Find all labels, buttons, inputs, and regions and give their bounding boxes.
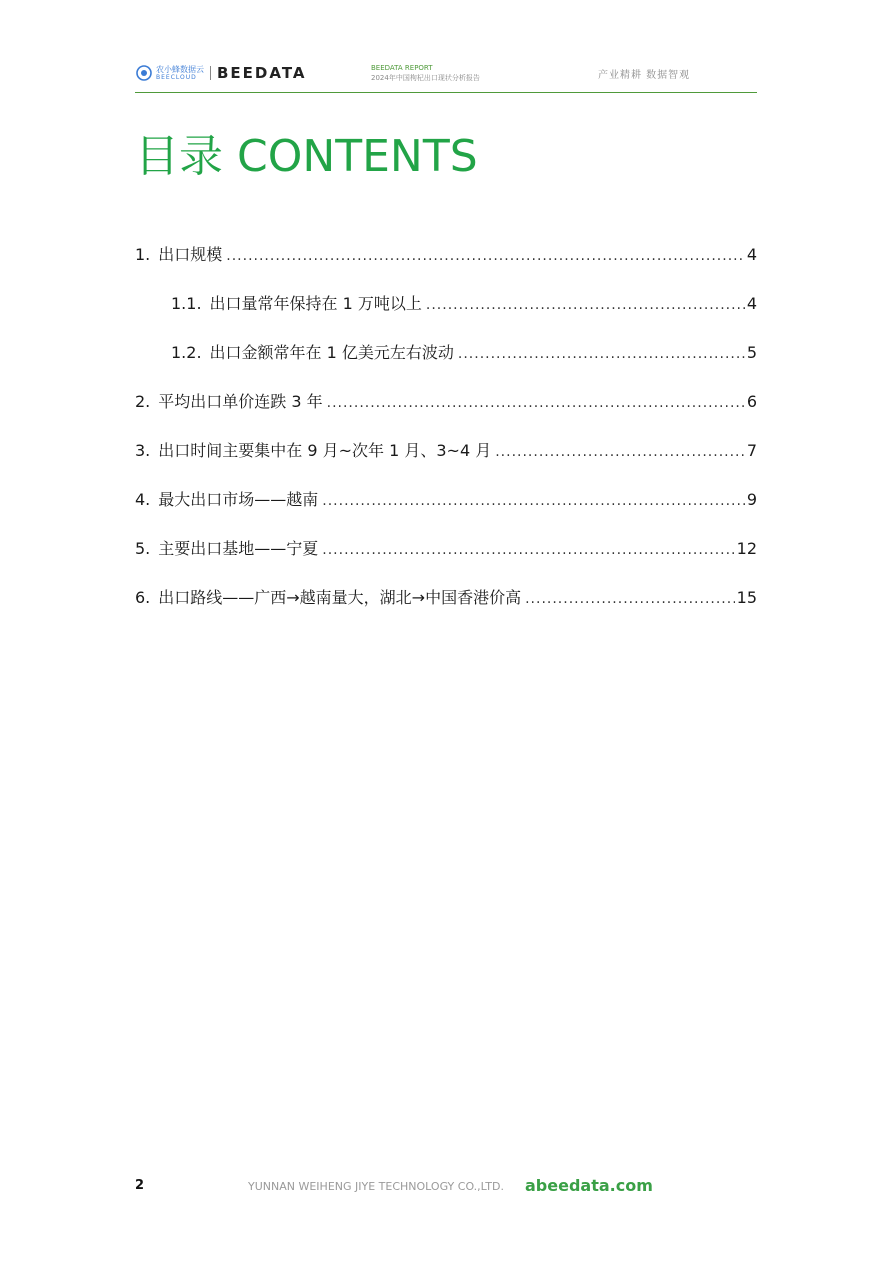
- logo-divider: [210, 66, 211, 80]
- header-slogan: 产业精耕 数据智观: [598, 70, 691, 81]
- logo-en-text: BEECLOUD: [156, 73, 197, 81]
- toc-label: 出口金额常年在 1 亿美元左右波动: [209, 343, 454, 362]
- toc-leader: [426, 297, 745, 313]
- toc-leader: [525, 591, 735, 607]
- toc-item-6[interactable]: [135, 585, 757, 609]
- toc-number: 1.1.: [171, 294, 202, 313]
- logo-cn-text: 农小蜂数据云: [156, 64, 204, 74]
- toc-number: 1.2.: [171, 343, 202, 362]
- footer-company: YUNNAN WEIHENG JIYE TECHNOLOGY CO.,LTD.: [248, 1180, 504, 1193]
- toc-page: 12: [736, 539, 757, 558]
- toc-label: 主要出口基地——宁夏: [158, 539, 319, 558]
- toc-page: 7: [746, 441, 757, 460]
- toc-page: 4: [746, 245, 757, 264]
- report-label: BEEDATA REPORT: [371, 64, 433, 72]
- toc-item-5[interactable]: [135, 536, 757, 560]
- toc-number: 2.: [135, 392, 151, 411]
- page-number: 2: [135, 1178, 145, 1193]
- toc-leader: [327, 395, 745, 411]
- beecloud-logo-icon: [135, 64, 153, 82]
- toc-leader: [322, 542, 734, 558]
- toc-item-1-2[interactable]: [171, 340, 757, 364]
- toc-item-1[interactable]: [135, 242, 757, 266]
- toc-label: 出口时间主要集中在 9 月~次年 1 月、3~4 月: [158, 441, 492, 460]
- brand-logo: [135, 64, 307, 82]
- toc-label: 平均出口单价连跌 3 年: [158, 392, 323, 411]
- toc-page: 5: [746, 343, 757, 362]
- logo-brand-text: BEEDATA: [217, 64, 307, 82]
- toc-number: 6.: [135, 588, 151, 607]
- page-title: 目录 CONTENTS: [135, 131, 478, 182]
- toc-item-2[interactable]: [135, 389, 757, 413]
- toc-page: 6: [746, 392, 757, 411]
- toc-label: 出口量常年保持在 1 万吨以上: [209, 294, 422, 313]
- toc-item-4[interactable]: [135, 487, 757, 511]
- toc-page: 15: [736, 588, 757, 607]
- report-title: 2024年中国枸杞出口现状分析报告: [371, 74, 480, 82]
- toc-item-3[interactable]: [135, 438, 757, 462]
- toc-number: 5.: [135, 539, 151, 558]
- toc-label: 最大出口市场——越南: [158, 490, 319, 509]
- toc-page: 9: [746, 490, 757, 509]
- toc-number: 4.: [135, 490, 151, 509]
- report-info: [371, 63, 480, 83]
- toc-leader: [495, 444, 745, 460]
- toc-number: 1.: [135, 245, 151, 264]
- toc-page: 4: [746, 294, 757, 313]
- toc-label: 出口路线——广西→越南量大，湖北→中国香港价高: [158, 588, 522, 607]
- page-header: [135, 62, 757, 93]
- toc-item-1-1[interactable]: [171, 291, 757, 315]
- toc-number: 3.: [135, 441, 151, 460]
- toc-leader: [322, 493, 745, 509]
- toc-leader: [458, 346, 745, 362]
- toc-label: 出口规模: [158, 245, 223, 264]
- toc-leader: [226, 248, 745, 264]
- footer-site-link[interactable]: abeedata.com: [525, 1176, 653, 1195]
